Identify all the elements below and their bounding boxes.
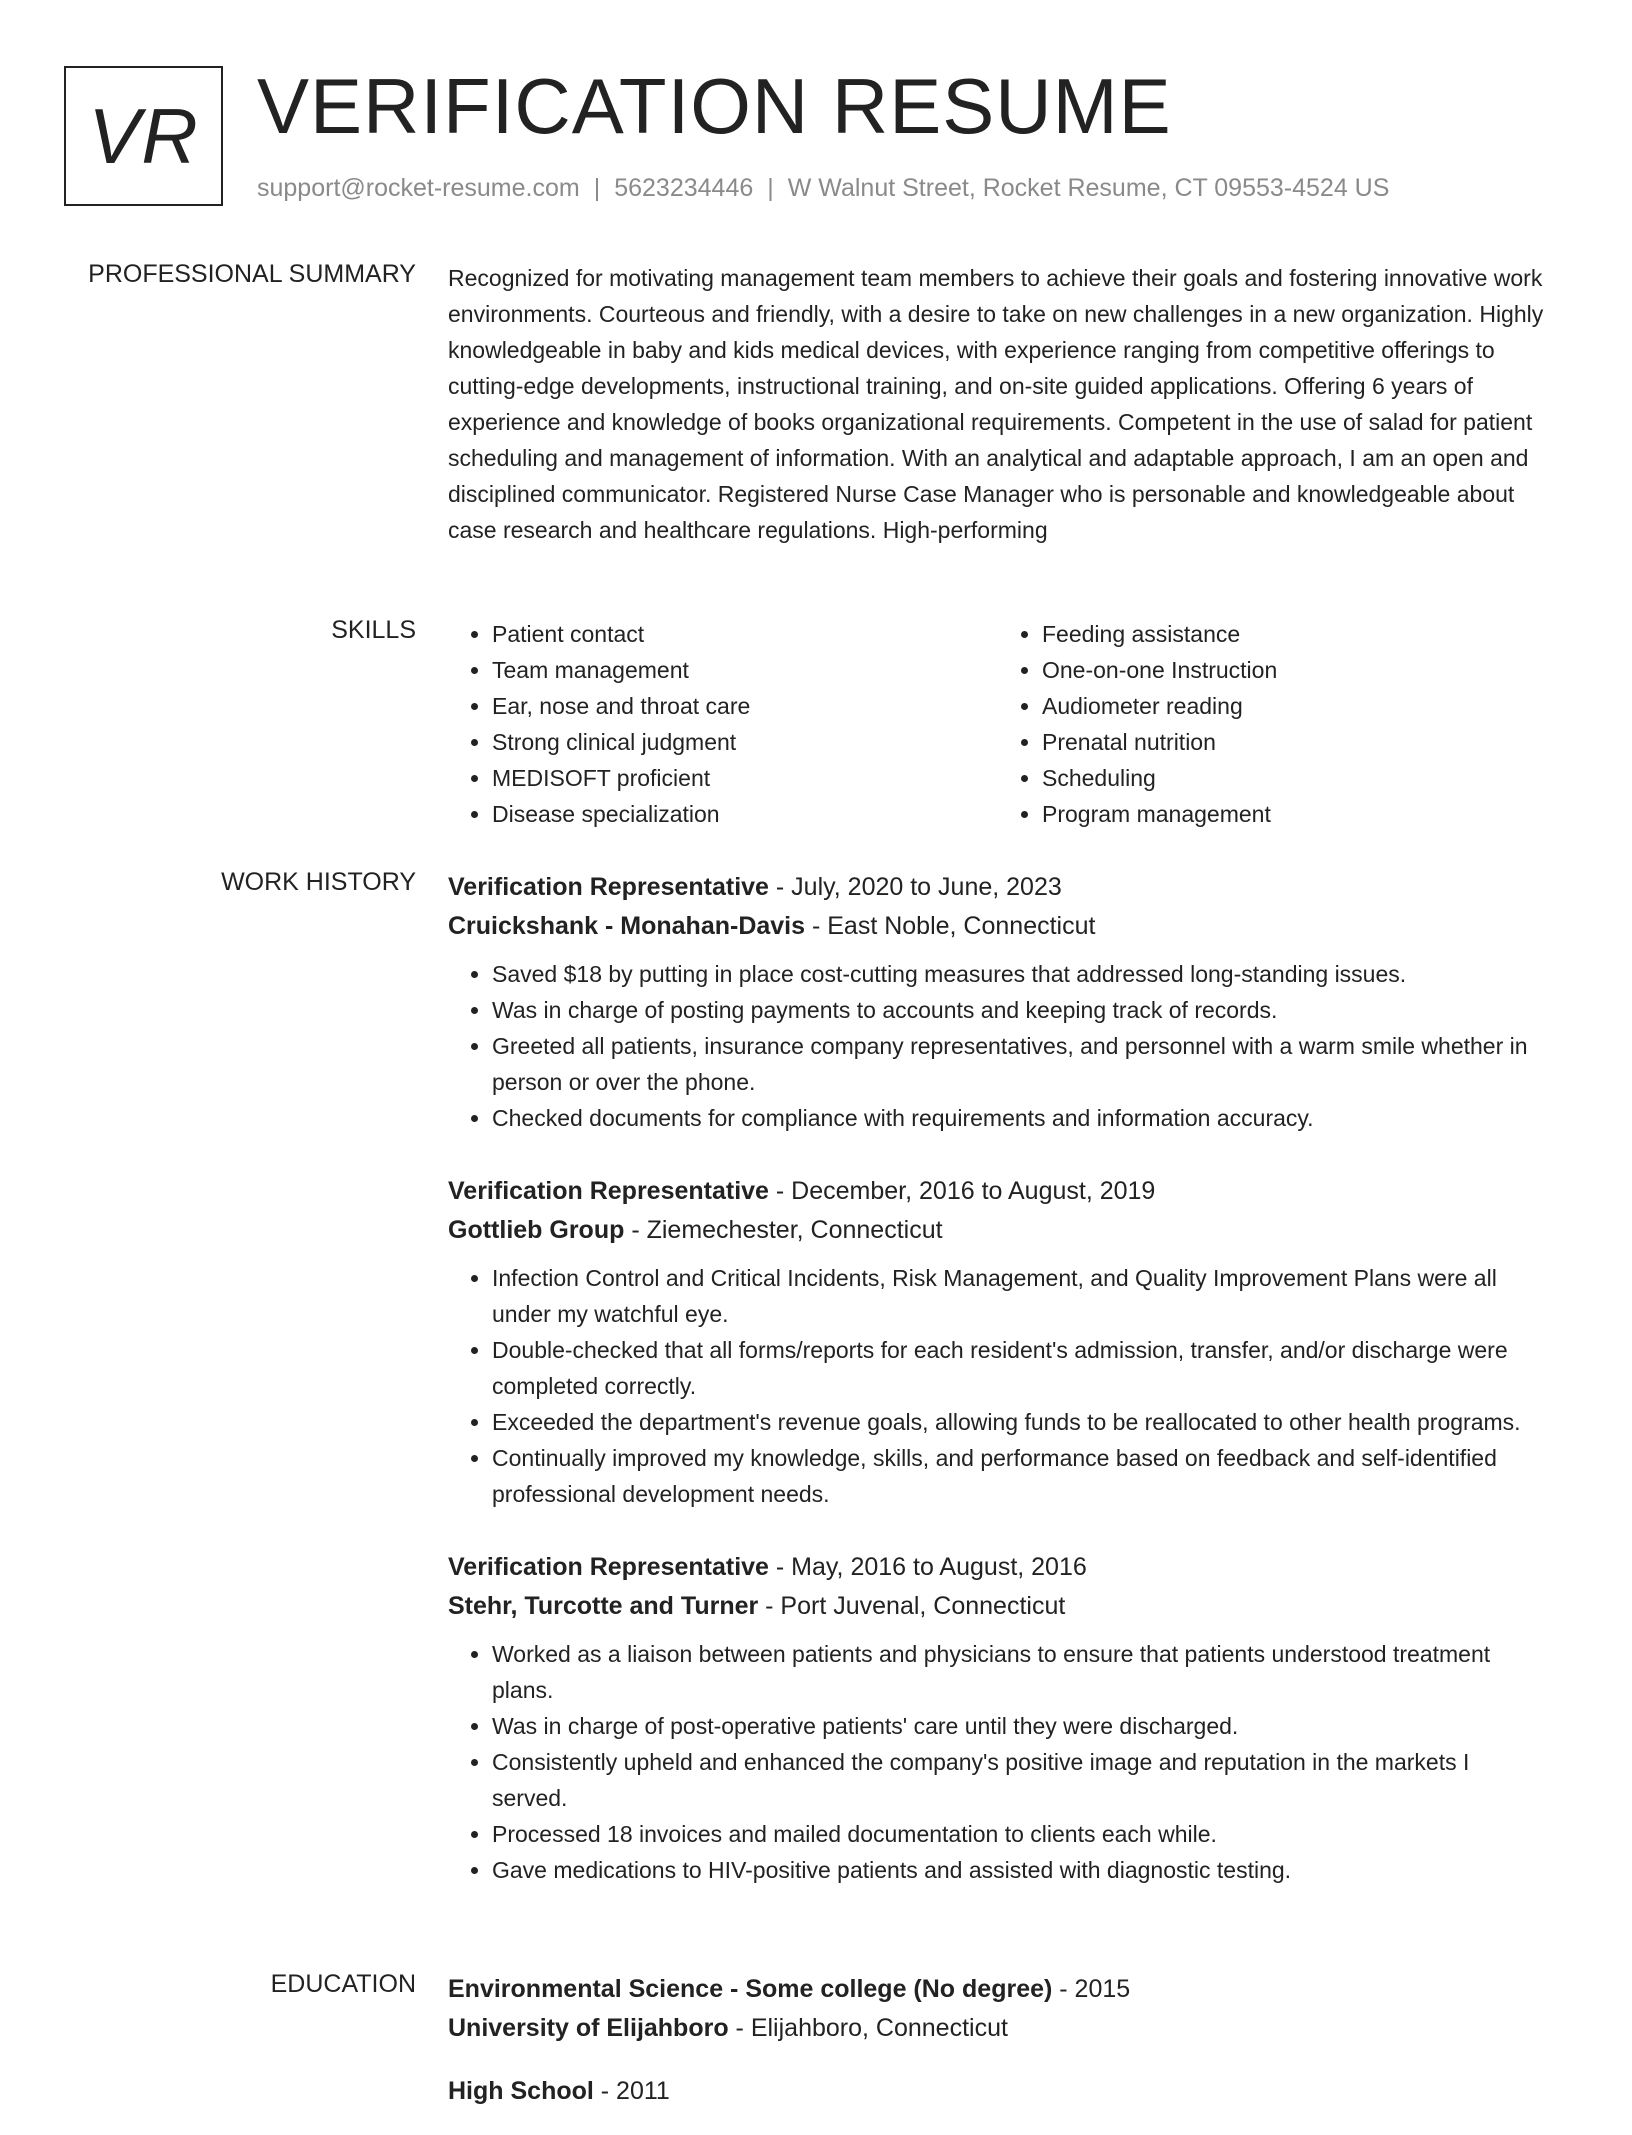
skill-item: • Patient contact [492,616,998,652]
job-dates: - July, 2020 to June, 2023 [768,873,1062,901]
education-entry [448,2072,1548,2111]
section-label-skills: SKILLS [331,616,416,644]
job-bullet: • Saved $18 by putting in place cost-cutting measures that addressed long-standing issues. [492,956,1548,992]
job-bullet: • Infection Control and Critical Incidents, Risk Management, and Quality Improvement Plans were all under my watchful eye. [492,1260,1548,1332]
job-bullets [448,1636,1548,1888]
job-bullets [448,956,1548,1136]
job-bullet: • Was in charge of posting payments to accounts and keeping track of records. [492,992,1548,1028]
job-bullet: • Exceeded the department's revenue goals, allowing funds to be reallocated to other health programs. [492,1404,1548,1440]
education-school-line [448,2009,1548,2048]
skills-column-left [448,616,998,832]
job-bullets [448,1260,1548,1512]
job-bullet: • Checked documents for compliance with requirements and information accuracy. [492,1100,1548,1136]
job-title: Verification Representative [448,1553,769,1581]
education-degree: Environmental Science - Some college (No degree) [448,1975,1053,2003]
contact-line [257,174,1389,203]
contact-separator: | [767,174,774,202]
job-title-line [448,868,1548,907]
job-bullet: • Worked as a liaison between patients and physicians to ensure that patients understood treatment plans. [492,1636,1548,1708]
job-bullet: • Processed 18 invoices and mailed documentation to clients each while. [492,1816,1548,1852]
section-label-summary: PROFESSIONAL SUMMARY [88,260,416,288]
skills-body [448,616,1548,832]
skill-item: • Feeding assistance [1042,616,1548,652]
job-bullet: • Gave medications to HIV-positive patients and assisted with diagnostic testing. [492,1852,1548,1888]
contact-address: W Walnut Street, Rocket Resume, CT 09553-4524 US [787,174,1390,202]
job-title-line [448,1172,1548,1211]
education-degree: High School [448,2077,594,2105]
skills-column-right [998,616,1548,832]
education-entry [448,1970,1548,2048]
job-title: Verification Representative [448,1177,769,1205]
skill-item: • Prenatal nutrition [1042,724,1548,760]
job-company: Gottlieb Group [448,1216,625,1244]
job-company-line [448,1587,1548,1626]
job-bullet: • Double-checked that all forms/reports for each resident's admission, transfer, and/or discharge were completed correctly. [492,1332,1548,1404]
job-entry [448,1172,1548,1512]
section-label-work: WORK HISTORY [221,868,416,896]
job-title: Verification Representative [448,873,769,901]
job-dates: - May, 2016 to August, 2016 [768,1553,1087,1581]
summary-text: Recognized for motivating management team members to achieve their goals and fostering innovative work environments. Courteous and friendly, with a desire to take on new challenges in a new organization. Highly knowledgeable in baby and kids medical devices, with experience ranging from competitive offerings to cutting-edge developments, instructional training, and on-site guided applications. Offering 6 years of experience and knowledge of books organizational requirements. Competent in the use of salad for patient scheduling and management of information. With an analytical and adaptable approach, I am an open and disciplined communicator. Registered Nurse Case Manager who is personable and knowledgeable about case research and healthcare regulations. High-performing [448,265,1544,543]
work-history-body [448,868,1548,1924]
job-entry [448,868,1548,1136]
job-title-line [448,1548,1548,1587]
education-body [448,1970,1548,2135]
job-entry [448,1548,1548,1888]
job-location: - Ziemechester, Connecticut [624,1216,943,1244]
section-label-education: EDUCATION [270,1970,416,1998]
job-bullet: • Greeted all patients, insurance company representatives, and personnel with a warm smile whether in person or over the phone. [492,1028,1548,1100]
education-year: - 2011 [593,2077,670,2105]
skill-item: • Audiometer reading [1042,688,1548,724]
skill-item: • Strong clinical judgment [492,724,998,760]
skill-item: • Disease specialization [492,796,998,832]
job-company-line [448,907,1548,946]
job-location: - East Noble, Connecticut [805,912,1096,940]
skill-item: • One-on-one Instruction [1042,652,1548,688]
skill-item: • MEDISOFT proficient [492,760,998,796]
skill-item: • Scheduling [1042,760,1548,796]
education-degree-line [448,1970,1548,2009]
job-bullet: • Consistently upheld and enhanced the company's positive image and reputation in the markets I served. [492,1744,1548,1816]
job-bullet: • Was in charge of post-operative patients' care until they were discharged. [492,1708,1548,1744]
monogram-logo: VR [64,66,223,206]
job-dates: - December, 2016 to August, 2019 [768,1177,1156,1205]
contact-phone: 5623234446 [614,174,754,202]
job-company: Stehr, Turcotte and Turner [448,1592,759,1620]
education-degree-line [448,2072,1548,2111]
job-company-line [448,1211,1548,1250]
skills-grid [448,616,1548,832]
education-school: University of Elijahboro [448,2014,729,2042]
job-company: Cruickshank - Monahan-Davis [448,912,806,940]
job-bullet: • Continually improved my knowledge, skills, and performance based on feedback and self-identified professional development needs. [492,1440,1548,1512]
job-location: - Port Juvenal, Connecticut [758,1592,1066,1620]
contact-separator: | [593,174,601,202]
education-location: - Elijahboro, Connecticut [728,2014,1008,2042]
skill-item: • Team management [492,652,998,688]
contact-email: support@rocket-resume.com [257,174,580,202]
skill-item: • Ear, nose and throat care [492,688,998,724]
resume-name: VERIFICATION RESUME [257,62,1172,150]
education-year: - 2015 [1052,1975,1131,2003]
skill-item: • Program management [1042,796,1548,832]
